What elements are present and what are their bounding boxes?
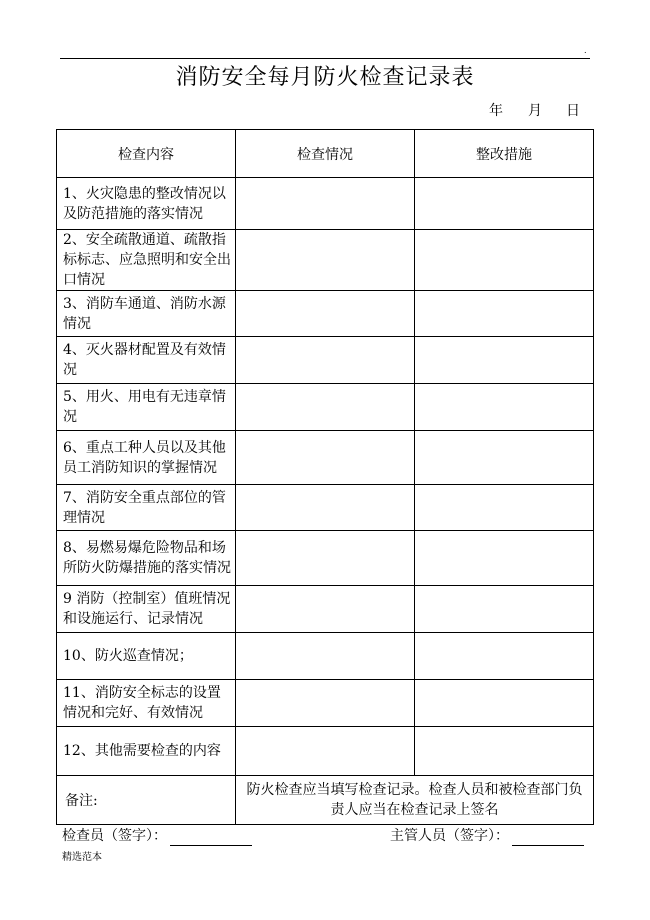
check-item-label: 11、消防安全标志的设置情况和完好、有效情况: [63, 685, 221, 721]
check-status-cell[interactable]: [236, 633, 415, 680]
table-row: [57, 178, 594, 230]
check-status-cell[interactable]: [236, 291, 415, 337]
check-item-label: 7、消防安全重点部位的管理情况: [63, 489, 226, 526]
check-item-label: 12、其他需要检查的内容: [63, 743, 221, 759]
corrective-measures-cell[interactable]: [415, 291, 594, 337]
corrective-measures-cell[interactable]: [415, 586, 594, 633]
column-header-measures: 整改措施: [415, 130, 594, 178]
notes-label: 备注:: [65, 793, 98, 809]
table-row: [57, 431, 594, 485]
check-item-label: 10、防火巡查情况；: [63, 648, 193, 664]
inspector-signature-label: 检查员（签字）：: [62, 828, 167, 844]
corrective-measures-cell[interactable]: [415, 178, 594, 230]
table-row: [57, 337, 594, 384]
check-item-label: 5、用火、用电有无违章情况: [63, 389, 226, 425]
check-status-cell[interactable]: [236, 680, 415, 727]
check-status-cell[interactable]: [236, 230, 415, 291]
supervisor-signature-field[interactable]: [512, 831, 584, 846]
corrective-measures-cell[interactable]: [415, 727, 594, 776]
check-item-label: 2、安全疏散通道、疏散指标标志、应急照明和安全出口情况: [63, 232, 231, 288]
check-item-label: 8、易燃易爆危险物品和场所防火防爆措施的落实情况: [63, 540, 231, 576]
inspector-signature: [62, 826, 252, 846]
check-status-cell[interactable]: [236, 384, 415, 431]
date-day-label: 日: [566, 103, 580, 119]
table-row: [57, 485, 594, 531]
header-rule: [60, 58, 590, 59]
check-status-cell[interactable]: [236, 727, 415, 776]
check-status-cell[interactable]: [236, 531, 415, 586]
check-item-label: 9 消防（控制室）值班情况和设施运行、记录情况: [63, 591, 231, 627]
inspector-signature-field[interactable]: [170, 831, 252, 846]
corrective-measures-cell[interactable]: [415, 384, 594, 431]
check-item-label: 1、火灾隐患的整改情况以及防范措施的落实情况: [63, 185, 226, 222]
table-row: [57, 727, 594, 776]
table-row: [57, 230, 594, 291]
corrective-measures-cell[interactable]: [415, 230, 594, 291]
corrective-measures-cell[interactable]: [415, 485, 594, 531]
check-status-cell[interactable]: [236, 178, 415, 230]
check-item-label: 6、重点工种人员以及其他员工消防知识的掌握情况: [63, 439, 226, 476]
page-title: 消防安全每月防火检查记录表: [175, 65, 475, 90]
date-month-label: 月: [528, 103, 542, 119]
check-status-cell[interactable]: [236, 337, 415, 384]
corrective-measures-cell[interactable]: [415, 431, 594, 485]
check-status-cell[interactable]: [236, 431, 415, 485]
check-status-cell[interactable]: [236, 586, 415, 633]
table-row: [57, 633, 594, 680]
check-item-label: 4、灭火器材配置及有效情况: [63, 342, 226, 378]
table-row: [57, 291, 594, 337]
corrective-measures-cell[interactable]: [415, 633, 594, 680]
table-row: [57, 586, 594, 633]
notes-row: [57, 776, 594, 825]
date-year-label: 年: [489, 103, 503, 119]
column-header-content: 检查内容: [57, 130, 236, 178]
corrective-measures-cell[interactable]: [415, 337, 594, 384]
column-header-status: 检查情况: [236, 130, 415, 178]
table-row: [57, 531, 594, 586]
supervisor-signature-label: 主管人员（签字）：: [390, 828, 509, 844]
corrective-measures-cell[interactable]: [415, 680, 594, 727]
table-header-row: [57, 130, 594, 178]
date-line: [0, 100, 582, 122]
inspection-record-table: [56, 129, 594, 825]
check-status-cell[interactable]: [236, 485, 415, 531]
notes-text: 防火检查应当填写检查记录。检查人员和被检查部门负责人应当在检查记录上签名: [246, 782, 583, 818]
footer-mark: 精选范本: [62, 852, 102, 863]
supervisor-signature: [390, 826, 584, 846]
check-item-label: 3、消防车通道、消防水源情况: [63, 295, 226, 332]
corner-mark: .: [584, 46, 587, 55]
table-row: [57, 680, 594, 727]
corrective-measures-cell[interactable]: [415, 531, 594, 586]
table-row: [57, 384, 594, 431]
